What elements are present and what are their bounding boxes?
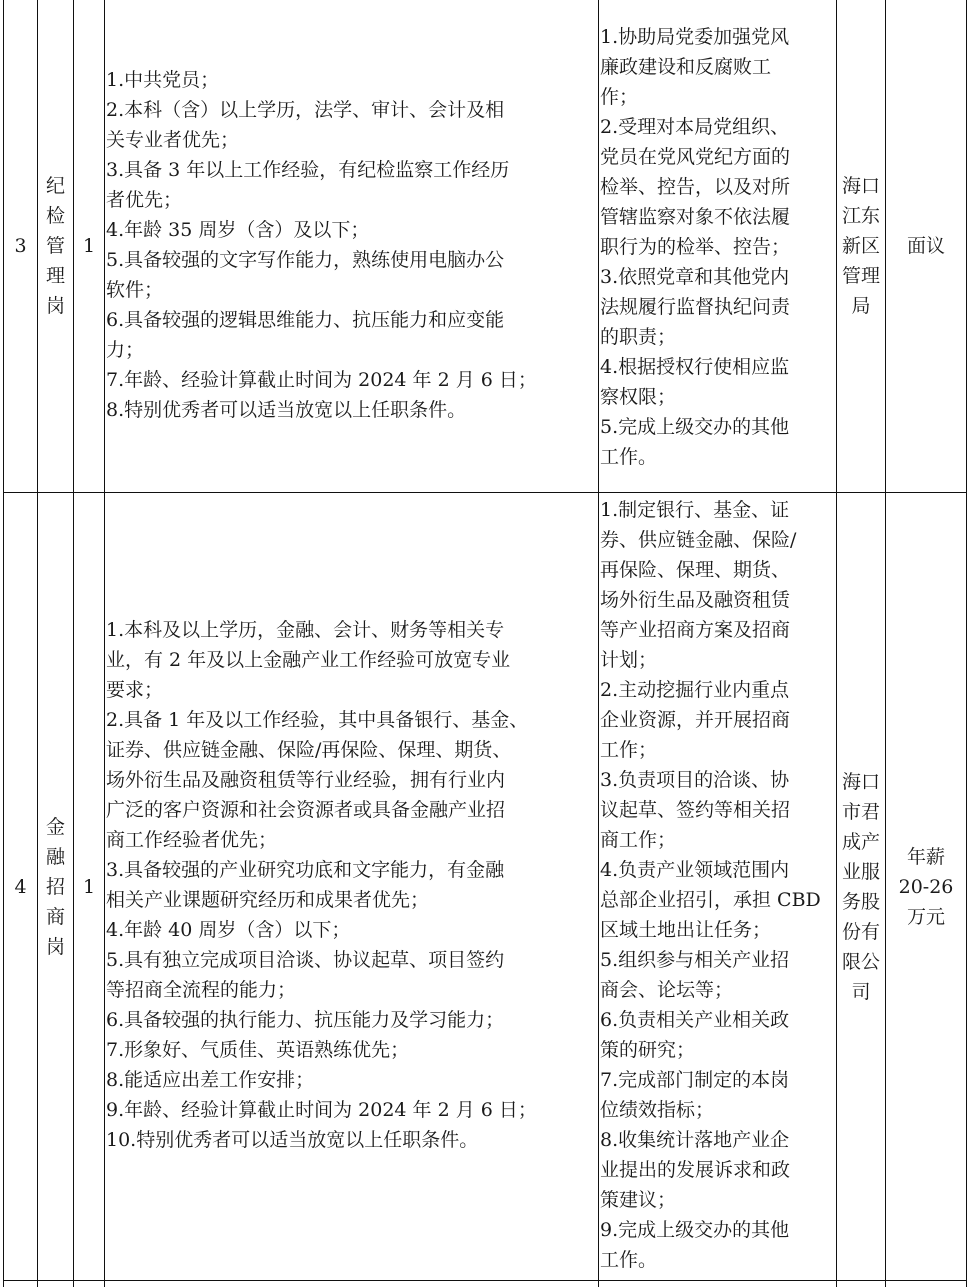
row-number: 3	[14, 235, 27, 257]
employer: 海口 市君 成产 业服 务股 份有 限公 司	[841, 770, 880, 1003]
duties: 1.制定银行、基金、证 券、供应链金融、保险/ 再保险、保理、期货、 场外衍生品及融资租赁 等产业招商方案及招商 计划； 2.主动挖掘行业内重点 企业资源，并开展招商 工作； 3.负责项目的洽谈、协 议起草、签约等相关招 商工作； 4.负责产业领域范围内 总部企业招引，承担 CBD 区域土地出让任务； 5.组织参与相关产业招 商会、论坛等； 6.负责相关产业相关政 策的研究； 7.完成部门制定的本岗 位绩效指标； 8.收集统计落地产业企 业提出的发展诉求和政 策建议； 9.完成上级交办的其他 工作。	[600, 499, 821, 1271]
column-divider	[598, 0, 599, 1287]
requirements: 1.中共党员； 2.本科（含）以上学历，法学、审计、会计及相 关专业者优先； 3.具备 3 年以上工作经验，有纪检监察工作经历 者优先； 4.年龄 35 周岁（含）及以下； 5.具备较强的文字写作能力，熟练使用电脑办公 软件； 6.具备较强的逻辑思维能力、抗压能力和应变能 力； 7.年龄、经验计算截止时间为 2024 年 2 月 6 日； 8.特别优秀者可以适当放宽以上任职条件。	[106, 69, 537, 421]
row-number: 4	[14, 875, 27, 898]
position-title: 金 融 招 商 岗	[45, 815, 65, 958]
salary: 年薪 20-26 万元	[898, 845, 954, 928]
column-divider	[104, 0, 105, 1287]
salary: 面议	[906, 235, 945, 257]
position-title: 纪 检 管 理 岗	[45, 175, 65, 317]
headcount: 1	[82, 875, 96, 898]
employer: 海口 江东 新区 管理 局	[841, 175, 880, 317]
row-divider	[3, 1280, 967, 1281]
row-divider	[3, 492, 967, 493]
headcount: 1	[82, 235, 96, 257]
requirements: 1.本科及以上学历，金融、会计、财务等相关专 业，有 2 年及以上金融产业工作经验可放宽专业 要求； 2.具备 1 年及以工作经验，其中具备银行、基金、 证券、供应链金融、保险/再保险、保理、期货、 场外衍生品及融资租赁等行业经验，拥有行业内 广泛的客户资源和社会资源者或具备金融产业招 商工作经验者优先； 3.具备较强的产业研究功底和文字能力，有金融 相关产业课题研究经历和成果者优先； 4.年龄 40 周岁（含）以下； 5.具有独立完成项目洽谈、协议起草、项目签约 等招商全流程的能力； 6.具备较强的执行能力、抗压能力及学习能力； 7.形象好、气质佳、英语熟练优先； 8.能适应出差工作安排； 9.年龄、经验计算截止时间为 2024 年 2 月 6 日； 10.特别优秀者可以适当放宽以上任职条件。	[106, 619, 537, 1151]
duties: 1.协助局党委加强党风 廉政建设和反腐败工 作； 2.受理对本局党组织、 党员在党风党纪方面的 检举、控告，以及对所 管辖监察对象不依法履 职行为的检举、控告； 3.依照党章和其他党内 法规履行监督执纪问责 的职责； 4.根据授权行使相应监 察权限； 5.完成上级交办的其他 工作。	[600, 26, 791, 468]
table-border-right	[966, 0, 967, 1287]
